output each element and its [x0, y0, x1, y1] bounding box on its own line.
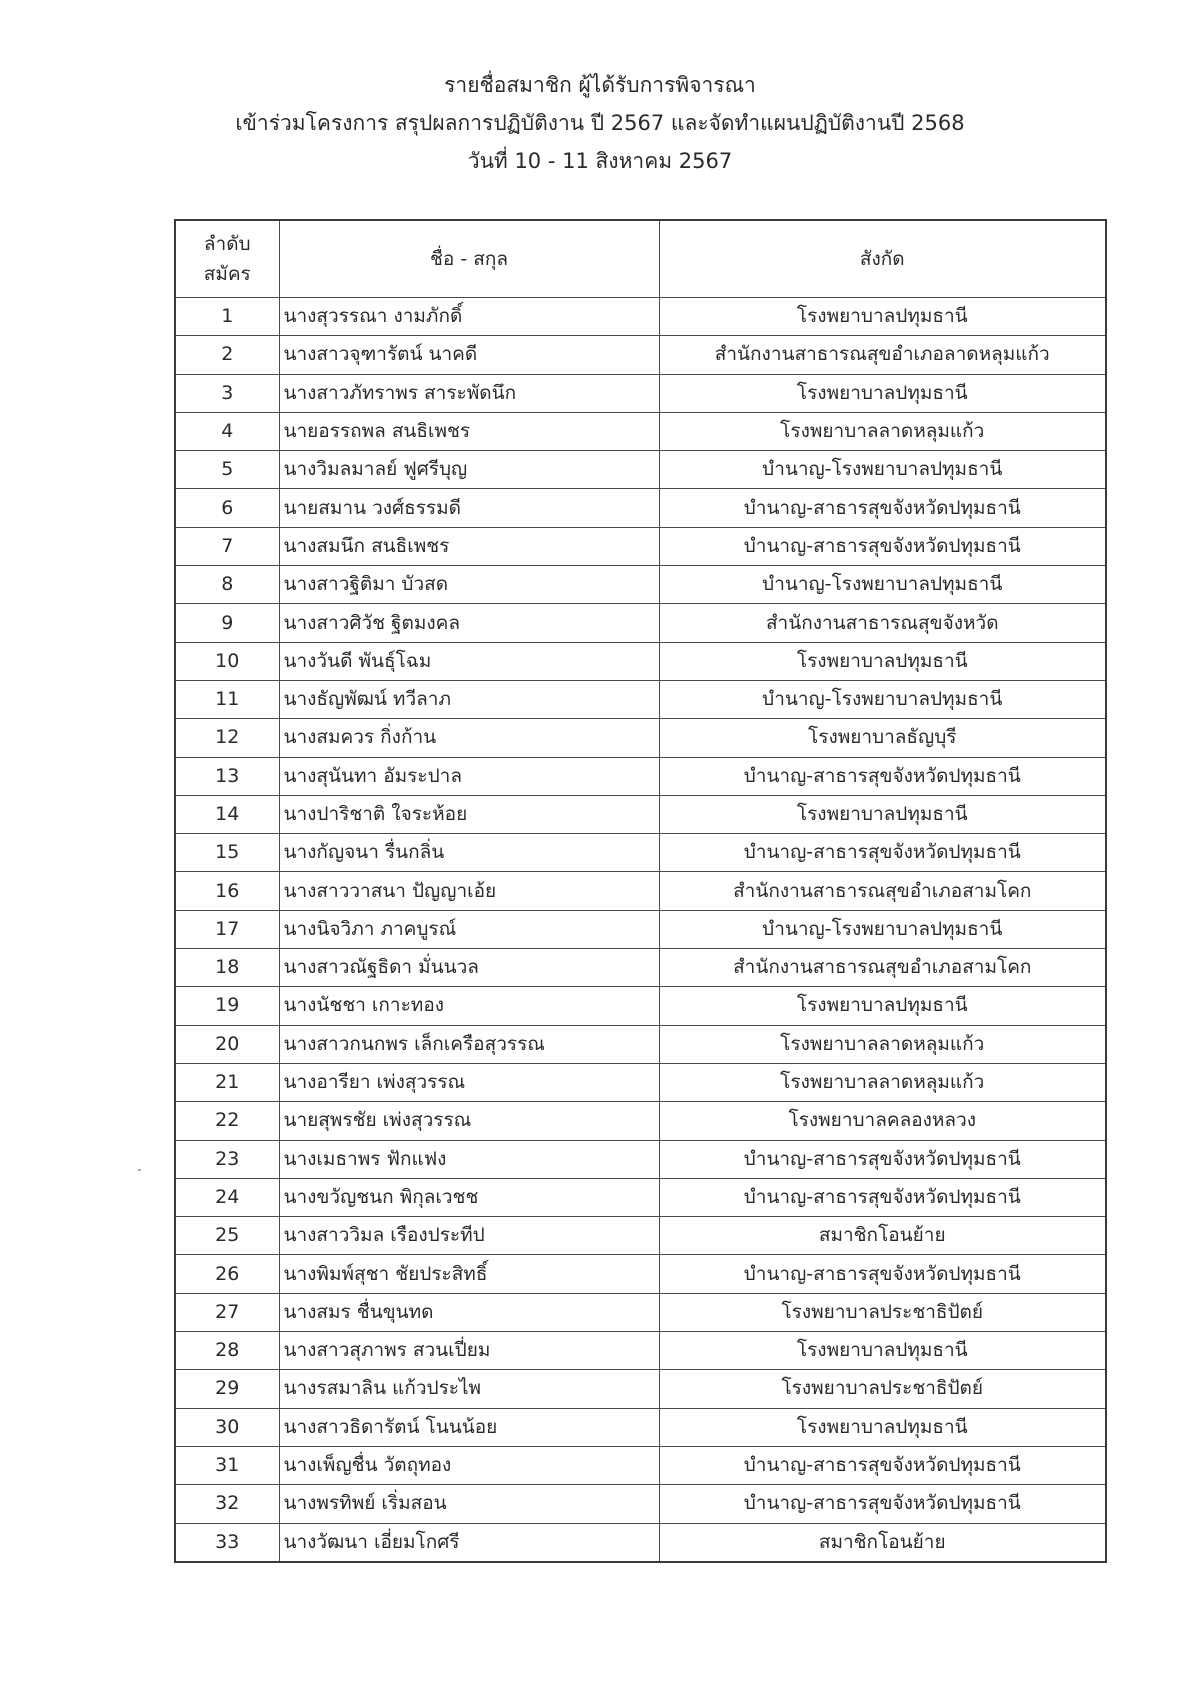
member-affiliation: บำนาญ-สาธารสุขจังหวัดปทุมธานี: [659, 1178, 1106, 1216]
row-number: 1: [175, 298, 279, 336]
table-row: [175, 1102, 1106, 1140]
table-row: [175, 1485, 1106, 1523]
member-name: นางสมร ชื่นขุนทด: [279, 1293, 659, 1331]
row-number: 13: [175, 757, 279, 795]
member-affiliation: โรงพยาบาลปทุมธานี: [659, 1332, 1106, 1370]
member-affiliation: โรงพยาบาลลาดหลุมแก้ว: [659, 1025, 1106, 1063]
member-name: นางสาวธิดารัตน์ โนนน้อย: [279, 1408, 659, 1446]
row-number: 23: [175, 1140, 279, 1178]
member-name: นางเมธาพร ฟักแฟง: [279, 1140, 659, 1178]
member-affiliation: บำนาญ-สาธารสุขจังหวัดปทุมธานี: [659, 1485, 1106, 1523]
member-affiliation: โรงพยาบาลปทุมธานี: [659, 1408, 1106, 1446]
table-row: [175, 527, 1106, 565]
row-number: 22: [175, 1102, 279, 1140]
row-number: 14: [175, 795, 279, 833]
row-number: 6: [175, 489, 279, 527]
member-name: นางขวัญชนก พิกุลเวชช: [279, 1178, 659, 1216]
member-affiliation: สมาชิกโอนย้าย: [659, 1217, 1106, 1255]
member-affiliation: บำนาญ-โรงพยาบาลปทุมธานี: [659, 566, 1106, 604]
member-affiliation: โรงพยาบาลคลองหลวง: [659, 1102, 1106, 1140]
member-name: นางสาวกนกพร เล็กเครือสุวรรณ: [279, 1025, 659, 1063]
row-number: 15: [175, 834, 279, 872]
table-row: [175, 1140, 1106, 1178]
row-number: 31: [175, 1446, 279, 1484]
row-number: 28: [175, 1332, 279, 1370]
table-row: [175, 1523, 1106, 1562]
member-name: นางกัญจนา รื่นกลิ่น: [279, 834, 659, 872]
row-number: 5: [175, 451, 279, 489]
table-row: [175, 642, 1106, 680]
row-number: 4: [175, 412, 279, 450]
row-number: 32: [175, 1485, 279, 1523]
member-name: นางสาววิมล เรืองประทีป: [279, 1217, 659, 1255]
row-number: 30: [175, 1408, 279, 1446]
row-number: 16: [175, 872, 279, 910]
row-number: 18: [175, 949, 279, 987]
table-row: [175, 1332, 1106, 1370]
table-row: [175, 1408, 1106, 1446]
member-affiliation: โรงพยาบาลประชาธิปัตย์: [659, 1293, 1106, 1331]
member-affiliation: บำนาญ-สาธารสุขจังหวัดปทุมธานี: [659, 1255, 1106, 1293]
member-affiliation: บำนาญ-สาธารสุขจังหวัดปทุมธานี: [659, 834, 1106, 872]
table-row: [175, 336, 1106, 374]
table-row: [175, 680, 1106, 718]
table-row: [175, 987, 1106, 1025]
member-name: นางพิมพ์สุชา ชัยประสิทธิ์: [279, 1255, 659, 1293]
row-number: 19: [175, 987, 279, 1025]
member-name: นางสาวฐิติมา บัวสด: [279, 566, 659, 604]
table-header-row: [175, 220, 1106, 298]
member-affiliation: บำนาญ-สาธารสุขจังหวัดปทุมธานี: [659, 489, 1106, 527]
member-affiliation: โรงพยาบาลปทุมธานี: [659, 987, 1106, 1025]
member-name: นางสาวจุฑารัตน์ นาคดี: [279, 336, 659, 374]
member-affiliation: สำนักงานสาธารณสุขอำเภอสามโคก: [659, 872, 1106, 910]
row-number: 7: [175, 527, 279, 565]
table-row: [175, 910, 1106, 948]
member-name: นางสาววาสนา ปัญญาเอ้ย: [279, 872, 659, 910]
document-header: [0, 66, 1200, 180]
table-row: [175, 872, 1106, 910]
member-name: นางสาวภัทราพร สาระพัดนึก: [279, 374, 659, 412]
table-row: [175, 834, 1106, 872]
row-number: 24: [175, 1178, 279, 1216]
member-affiliation: บำนาญ-โรงพยาบาลปทุมธานี: [659, 910, 1106, 948]
column-header-affiliation: สังกัด: [659, 220, 1106, 298]
table-row: [175, 949, 1106, 987]
table-row: [175, 719, 1106, 757]
column-header-number-line2: สมัคร: [203, 263, 251, 285]
table-row: [175, 1025, 1106, 1063]
member-affiliation: โรงพยาบาลปทุมธานี: [659, 642, 1106, 680]
member-table: [174, 219, 1107, 1563]
member-name: นายอรรถพล สนธิเพชร: [279, 412, 659, 450]
table-row: [175, 757, 1106, 795]
member-name: นางวันดี พันธุ์โฉม: [279, 642, 659, 680]
column-header-name: ชื่อ - สกุล: [279, 220, 659, 298]
table-row: [175, 1217, 1106, 1255]
row-number: 25: [175, 1217, 279, 1255]
row-number: 3: [175, 374, 279, 412]
member-affiliation: บำนาญ-สาธารสุขจังหวัดปทุมธานี: [659, 1140, 1106, 1178]
row-number: 21: [175, 1063, 279, 1101]
member-name: นางปาริชาติ ใจระห้อย: [279, 795, 659, 833]
member-affiliation: บำนาญ-สาธารสุขจังหวัดปทุมธานี: [659, 1446, 1106, 1484]
member-affiliation: โรงพยาบาลปทุมธานี: [659, 298, 1106, 336]
member-name: นางวิมลมาลย์ ฟูศรีบุญ: [279, 451, 659, 489]
document-title: รายชื่อสมาชิก ผู้ได้รับการพิจารณา: [444, 73, 756, 97]
member-name: นางสมนึก สนธิเพชร: [279, 527, 659, 565]
member-name: นางวัฒนา เอี่ยมโกศรี: [279, 1523, 659, 1562]
member-name: นางนิจวิภา ภาคบูรณ์: [279, 910, 659, 948]
member-name: นางสาวสุภาพร สวนเปี่ยม: [279, 1332, 659, 1370]
table-row: [175, 451, 1106, 489]
table-body: [175, 298, 1106, 1562]
table-row: [175, 1446, 1106, 1484]
row-number: 17: [175, 910, 279, 948]
event-date: วันที่ 10 - 11 สิงหาคม 2567: [467, 149, 733, 173]
row-number: 20: [175, 1025, 279, 1063]
column-header-number: [175, 220, 279, 298]
member-affiliation: บำนาญ-สาธารสุขจังหวัดปทุมธานี: [659, 757, 1106, 795]
row-number: 9: [175, 604, 279, 642]
table-row: [175, 1063, 1106, 1101]
row-number: 8: [175, 566, 279, 604]
row-number: 33: [175, 1523, 279, 1562]
member-affiliation: บำนาญ-โรงพยาบาลปทุมธานี: [659, 680, 1106, 718]
member-affiliation: โรงพยาบาลปทุมธานี: [659, 795, 1106, 833]
member-affiliation: โรงพยาบาลลาดหลุมแก้ว: [659, 1063, 1106, 1101]
project-name: เข้าร่วมโครงการ สรุปผลการปฏิบัติงาน ปี 2567 และจัดทำแผนปฏิบัติงานปี 2568: [235, 111, 965, 135]
row-number: 26: [175, 1255, 279, 1293]
member-affiliation: บำนาญ-สาธารสุขจังหวัดปทุมธานี: [659, 527, 1106, 565]
member-affiliation: สำนักงานสาธารณสุขอำเภอลาดหลุมแก้ว: [659, 336, 1106, 374]
member-affiliation: สมาชิกโอนย้าย: [659, 1523, 1106, 1562]
table-row: [175, 795, 1106, 833]
member-affiliation: โรงพยาบาลปทุมธานี: [659, 374, 1106, 412]
column-header-number-line1: ลำดับ: [203, 233, 251, 255]
scan-speck: [138, 1169, 141, 1171]
row-number: 10: [175, 642, 279, 680]
table-row: [175, 1255, 1106, 1293]
member-name: นางสาวณัฐธิดา มั่นนวล: [279, 949, 659, 987]
table-row: [175, 374, 1106, 412]
member-affiliation: โรงพยาบาลลาดหลุมแก้ว: [659, 412, 1106, 450]
member-name: นางรสมาลิน แก้วประไพ: [279, 1370, 659, 1408]
member-affiliation: สำนักงานสาธารณสุขอำเภอสามโคก: [659, 949, 1106, 987]
table-row: [175, 604, 1106, 642]
member-name: นางสมควร กิ่งก้าน: [279, 719, 659, 757]
row-number: 2: [175, 336, 279, 374]
member-name: นางสุวรรณา งามภักดิ์: [279, 298, 659, 336]
member-name: นายสมาน วงศ์ธรรมดี: [279, 489, 659, 527]
table-row: [175, 1370, 1106, 1408]
member-affiliation: สำนักงานสาธารณสุขจังหวัด: [659, 604, 1106, 642]
member-affiliation: โรงพยาบาลธัญบุรี: [659, 719, 1106, 757]
table-row: [175, 1178, 1106, 1216]
row-number: 27: [175, 1293, 279, 1331]
member-name: นายสุพรชัย เพ่งสุวรรณ: [279, 1102, 659, 1140]
member-name: นางพรทิพย์ เริ่มสอน: [279, 1485, 659, 1523]
member-name: นางสุนันทา อัมระปาล: [279, 757, 659, 795]
member-affiliation: บำนาญ-โรงพยาบาลปทุมธานี: [659, 451, 1106, 489]
member-name: นางธัญพัฒน์ ทวีลาภ: [279, 680, 659, 718]
member-affiliation: โรงพยาบาลประชาธิปัตย์: [659, 1370, 1106, 1408]
table-row: [175, 489, 1106, 527]
row-number: 29: [175, 1370, 279, 1408]
row-number: 12: [175, 719, 279, 757]
table-row: [175, 412, 1106, 450]
table-row: [175, 1293, 1106, 1331]
row-number: 11: [175, 680, 279, 718]
member-name: นางสาวศิวัช ฐิตมงคล: [279, 604, 659, 642]
member-name: นางนัชชา เกาะทอง: [279, 987, 659, 1025]
table-row: [175, 298, 1106, 336]
table-row: [175, 566, 1106, 604]
member-name: นางเพ็ญชื่น วัตถุทอง: [279, 1446, 659, 1484]
member-name: นางอารียา เพ่งสุวรรณ: [279, 1063, 659, 1101]
